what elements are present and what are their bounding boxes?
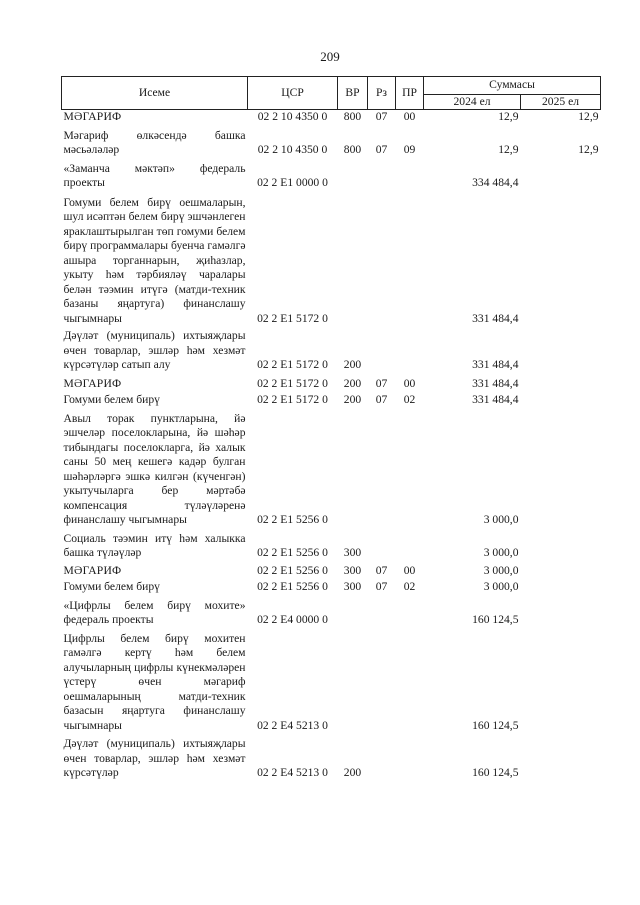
table-row (62, 733, 601, 781)
header-rz: Рз (368, 77, 396, 110)
row-pr (396, 628, 424, 734)
table-row (62, 408, 601, 528)
row-name: Социаль тәэмин итү һәм халыкка башка түләүләр (63, 531, 246, 559)
row-csr: 02 2 E1 5256 0 (257, 546, 328, 559)
row-sum-2025: 12,9 (578, 143, 599, 156)
table-row (62, 595, 601, 628)
row-name: Гомуми белем бирү оешмаларын, шул исәптән белем бирү эшчәнлеген яраклаштырылган төп гомуми белем бирү программалары буенча гамәлгә ашыра торганнарын, җиһазлар, укыту һәм тәрбияләү чаралары белән тәэмин итүгә (матди-техник базаны яңартуга) финанслашу чыгымнары (63, 195, 246, 325)
row-pr: 00 (403, 110, 416, 123)
row-rz: 07 (375, 563, 388, 577)
table-row (62, 528, 601, 561)
row-sum-2024: 334 484,4 (472, 176, 519, 189)
row-pr: 09 (403, 143, 416, 156)
row-vr (338, 158, 368, 191)
row-sum-2025 (521, 578, 601, 595)
row-sum-2024: 3 000,0 (483, 513, 519, 526)
table-row (62, 391, 601, 408)
row-sum-2025 (521, 408, 601, 528)
row-rz (368, 408, 396, 528)
row-rz (368, 191, 396, 327)
row-csr: 02 2 E1 0000 0 (257, 176, 328, 189)
row-sum-2024: 12,9 (498, 143, 519, 156)
row-sum-2025 (521, 595, 601, 628)
table-row (62, 158, 601, 191)
row-vr: 800 (343, 143, 362, 156)
row-pr (396, 528, 424, 561)
row-rz (368, 733, 396, 781)
row-pr: 00 (403, 563, 416, 577)
row-pr (396, 408, 424, 528)
row-sum-2024: 160 124,5 (472, 613, 519, 626)
table-row (62, 326, 601, 373)
row-vr (338, 628, 368, 734)
row-vr (338, 191, 368, 327)
row-sum-2025 (521, 158, 601, 191)
row-vr: 300 (343, 546, 362, 559)
row-csr: 02 2 E1 5172 0 (257, 311, 328, 325)
row-rz (368, 628, 396, 734)
table-row (62, 373, 601, 392)
header-pr: ПР (396, 77, 424, 110)
row-pr: 02 (403, 580, 416, 593)
row-rz (368, 595, 396, 628)
row-csr: 02 2 E1 5172 0 (257, 393, 328, 406)
row-csr: 02 2 E4 5213 0 (257, 766, 328, 779)
row-pr: 02 (403, 393, 416, 406)
row-rz: 07 (375, 393, 388, 406)
row-vr (338, 408, 368, 528)
row-vr: 200 (343, 393, 362, 406)
row-rz (368, 528, 396, 561)
row-sum-2024: 160 124,5 (472, 718, 519, 732)
table-row (62, 191, 601, 327)
table-header (62, 77, 601, 110)
row-name: «Заманча мәктәп» федераль проекты (63, 161, 246, 189)
row-name: Авыл торак пунктларына, йә эшчеләр поселокларына, йә шәһәр тибындагы поселокларга, йә халык саны 50 мең кешегә кадәр булган шәһәрләргә эшкә килгән (күченгән) укытучыларга бер мәртәбә компенсация түләүләренә финанслашу чыгымнары (63, 411, 246, 526)
row-sum-2025 (521, 373, 601, 392)
row-sum-2025 (521, 391, 601, 408)
row-name: Дәүләт (муниципаль) ихтыяҗлары өчен товарлар, эшләр һәм хезмәт күрсәтүләр сатып алу (63, 329, 246, 371)
row-sum-2024: 3 000,0 (483, 563, 519, 577)
row-vr: 200 (343, 376, 362, 390)
row-rz (368, 158, 396, 191)
row-name: Мәгариф өлкәсендә башка мәсьәләләр (63, 128, 246, 156)
row-csr: 02 2 E1 5256 0 (257, 563, 328, 577)
header-name: Исеме (62, 77, 248, 110)
row-pr: 00 (403, 376, 416, 390)
row-sum-2024: 331 484,4 (472, 393, 519, 406)
row-name: Гомуми белем бирү (63, 580, 160, 593)
row-rz: 07 (375, 143, 388, 156)
row-pr (396, 733, 424, 781)
row-csr: 02 2 E4 5213 0 (257, 718, 328, 732)
row-csr: 02 2 E1 5172 0 (257, 358, 328, 371)
table-row (62, 561, 601, 579)
row-name: МӘГАРИФ (63, 376, 122, 390)
row-csr: 02 2 E4 0000 0 (257, 613, 328, 626)
row-sum-2025 (521, 561, 601, 579)
row-sum-2025: 12,9 (578, 110, 599, 123)
row-sum-2025 (521, 528, 601, 561)
row-name: «Цифрлы белем бирү мохите» федераль проекты (63, 598, 246, 626)
row-sum-2024: 160 124,5 (472, 766, 519, 779)
row-sum-2025 (521, 733, 601, 781)
row-pr (396, 595, 424, 628)
row-name: Гомуми белем бирү (63, 393, 160, 406)
row-vr: 200 (343, 358, 362, 371)
row-vr (338, 595, 368, 628)
budget-table (61, 76, 601, 781)
row-rz: 07 (375, 376, 388, 390)
row-sum-2025 (521, 628, 601, 734)
table-row (62, 110, 601, 125)
table-row (62, 125, 601, 158)
row-vr: 200 (343, 766, 362, 779)
header-vr: ВР (338, 77, 368, 110)
row-rz: 07 (375, 580, 388, 593)
row-pr (396, 326, 424, 373)
row-sum-2024: 331 484,4 (472, 311, 519, 325)
row-name: МӘГАРИФ (63, 563, 122, 577)
row-rz (368, 326, 396, 373)
table-row (62, 628, 601, 734)
header-csr: ЦСР (248, 77, 338, 110)
row-csr: 02 2 E1 5172 0 (257, 376, 328, 390)
table-row (62, 578, 601, 595)
row-vr: 300 (343, 563, 362, 577)
row-pr (396, 158, 424, 191)
header-year-2024: 2024 ел (424, 94, 521, 110)
row-sum-2024: 331 484,4 (472, 358, 519, 371)
row-sum-2024: 12,9 (498, 110, 519, 123)
row-name: Дәүләт (муниципаль) ихтыяҗлары өчен товарлар, эшләр һәм хезмәт күрсәтүләр (63, 737, 246, 779)
row-pr (396, 191, 424, 327)
row-csr: 02 2 E1 5256 0 (257, 580, 328, 593)
row-name: Цифрлы белем бирү мохитен гамәлгә кертү һәм белем алучыларның цифрлы күнекмәләрен үстерү өчен мәгариф оешмаларының матди-техник базасын яңартуга финанслашу чыгымнары (63, 631, 246, 732)
table-body (62, 110, 601, 781)
page-number: 209 (320, 49, 340, 64)
row-sum-2024: 3 000,0 (483, 546, 519, 559)
header-year-2025: 2025 ел (521, 94, 601, 110)
row-csr: 02 2 10 4350 0 (257, 143, 328, 156)
row-sum-2024: 3 000,0 (483, 580, 519, 593)
row-csr: 02 2 10 4350 0 (257, 110, 328, 123)
row-sum-2025 (521, 191, 601, 327)
row-vr: 800 (343, 110, 362, 123)
row-vr: 300 (343, 580, 362, 593)
row-csr: 02 2 E1 5256 0 (257, 513, 328, 526)
row-rz: 07 (375, 110, 388, 123)
row-sum-2024: 331 484,4 (472, 376, 519, 390)
row-sum-2025 (521, 326, 601, 373)
header-sums: Суммасы (424, 77, 601, 95)
row-name: МӘГАРИФ (63, 110, 122, 123)
